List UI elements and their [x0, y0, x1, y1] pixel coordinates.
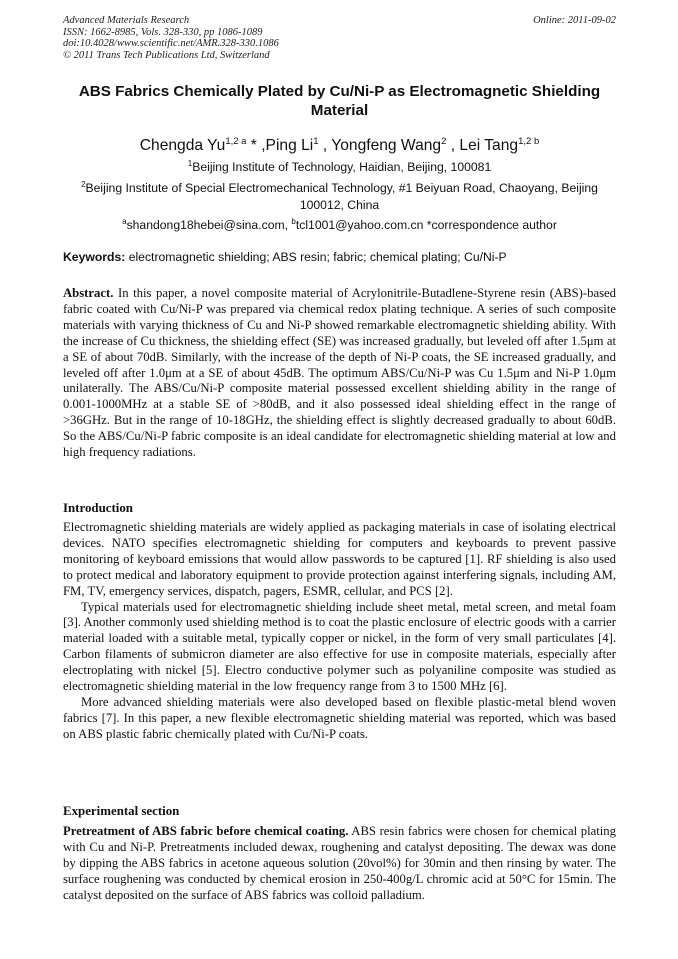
keywords-label: Keywords: — [63, 250, 126, 264]
intro-paragraph-3: More advanced shielding materials were also developed based on flexible plastic-metal blend woven fabrics [7]. In this paper, a new flexible electromagnetic shielding material was reported, which was based on ABS plastic fabric chemically plated with Cu/Ni-P coats. — [63, 694, 616, 741]
introduction-body — [63, 520, 616, 743]
abstract-label: Abstract. — [63, 286, 114, 300]
online-date: Online: 2011-09-02 — [533, 15, 616, 26]
pretreatment-subheading: Pretreatment of ABS fabric before chemical coating. — [63, 824, 349, 838]
experimental-heading: Experimental section — [63, 804, 180, 818]
doi-line: doi:10.4028/www.scientific.net/AMR.328-330.1086 — [63, 38, 279, 50]
copyright-line: © 2011 Trans Tech Publications Ltd, Switzerland — [63, 49, 270, 61]
pretreatment-text: ABS resin fabrics were chosen for chemical plating with Cu and Ni-P. Pretreatments included dewax, roughening and catalyst depositing. The dewax was done by dipping the ABS fabrics in acetone aqueous solution (20vol%) for 30min and then rinsing by water. The surface roughening was conducted by chemical erosion in 250-400g/L chromic acid at 50°C for 15min. The catalyst deposited on the surface of ABS fabrics was colloid palladium. — [63, 824, 616, 902]
keywords-text: electromagnetic shielding; ABS resin; fabric; chemical plating; Cu/Ni-P — [125, 250, 507, 264]
author: Chengda $Yu^{1,2 a}$ * , — [139, 136, 266, 155]
abstract-paragraph — [63, 286, 616, 461]
keywords-line — [63, 250, 616, 265]
title-line-1: ABS Fabrics Chemically Plated by Cu/Ni-P as Electromagnetic Shielding — [78, 83, 601, 100]
journal-header — [63, 15, 616, 61]
author-list — [63, 132, 616, 155]
author: Lei Tang$^{1,2 b}$ — [459, 136, 540, 155]
author: Yongfeng Wang$^2$ , — [331, 136, 456, 155]
paper-title — [63, 82, 616, 120]
intro-paragraph-1: Electromagnetic shielding materials are widely applied as packaging materials in case of isolating electrical devices. NATO specifies electromagnetic shielding for computers and keyboards to prevent passive monitoring of keyboard emissions that would allow passwords to be captured [1]. RF shielding is also used to protect medical and laboratory equipment to provide protection against interfering signals, including AM, FM, TV, emergency services, dispatch, pagers, ESMR, cellular, and PCS [2]. — [63, 520, 616, 598]
author: Ping Li$^1$ , — [265, 136, 328, 155]
title-line-2: Material — [310, 102, 369, 119]
issn-line: ISSN: 1662-8985, Vols. 328-330, pp 1086-1089 — [63, 26, 263, 38]
affiliation-1: $^1$Beijing Institute of Technology, Haidian, Beijing, 100081 — [187, 159, 492, 175]
email-line: $^a$shandong18hebei@sina.com, $^b$tcl1001@yahoo.com.cn *correspondence author — [122, 217, 557, 233]
introduction-heading: Introduction — [63, 501, 133, 515]
abstract-text: In this paper, a novel composite material of Acrylonitrile-Butadlene-Styrene resin (ABS)-based fabric coated with Cu/Ni-P was prepared via chemical redox plating technique. A series of such composite materials with varying thickness of Cu and Ni-P showed remarkable electromagnetic shielding ability. With the increase of Cu thickness, the shielding effect (SE) was increased gradually, but leveled off after 1.5μm at a SE of about 70dB. Similarly, with the increase of the depth of Ni-P coats, the SE increased gradually, and leveled off after 1.0μm at a SE of about 45dB. The optimum ABS/Cu/Ni-P was Cu 1.5μm and Ni-P 1.0μm unilaterally. The ABS/Cu/Ni-P composite material possessed excellent shielding ability in the range of 0.001-1000MHz at a stable SE of >80dB, and it also possessed ideal shielding effect in the range of >36GHz. But in the range of 10-18GHz, the shielding effect is slightly decreased gradually to about 60dB. So the ABS/Cu/Ni-P fabric composite is an ideal candidate for electromagnetic shielding material at low and high frequency radiations. — [63, 286, 616, 460]
intro-paragraph-2: Typical materials used for electromagnetic shielding include sheet metal, metal screen, and metal foam [3]. Another commonly used shielding method is to coat the plastic enclosure of electric goods with a carrier material loaded with a suitable metal, typically copper or nickel, in the form of very small particulates [4]. Carbon filaments of submicron diameter are also effective for use in composite materials, especially after electroplating with nickel [5]. Electro conductive polymer such as polyaniline composite was studied as electromagnetic shielding material in the low frequency range from 3 to 1500 MHz [6]. — [63, 599, 616, 694]
journal-name: Advanced Materials Research — [63, 15, 190, 26]
experimental-paragraph — [63, 824, 616, 904]
affiliation-2: $^2$Beijing Institute of Special Electromechanical Technology, #1 Beiyuan Road, Chaoyang, Beijing 100012, China — [81, 180, 598, 212]
